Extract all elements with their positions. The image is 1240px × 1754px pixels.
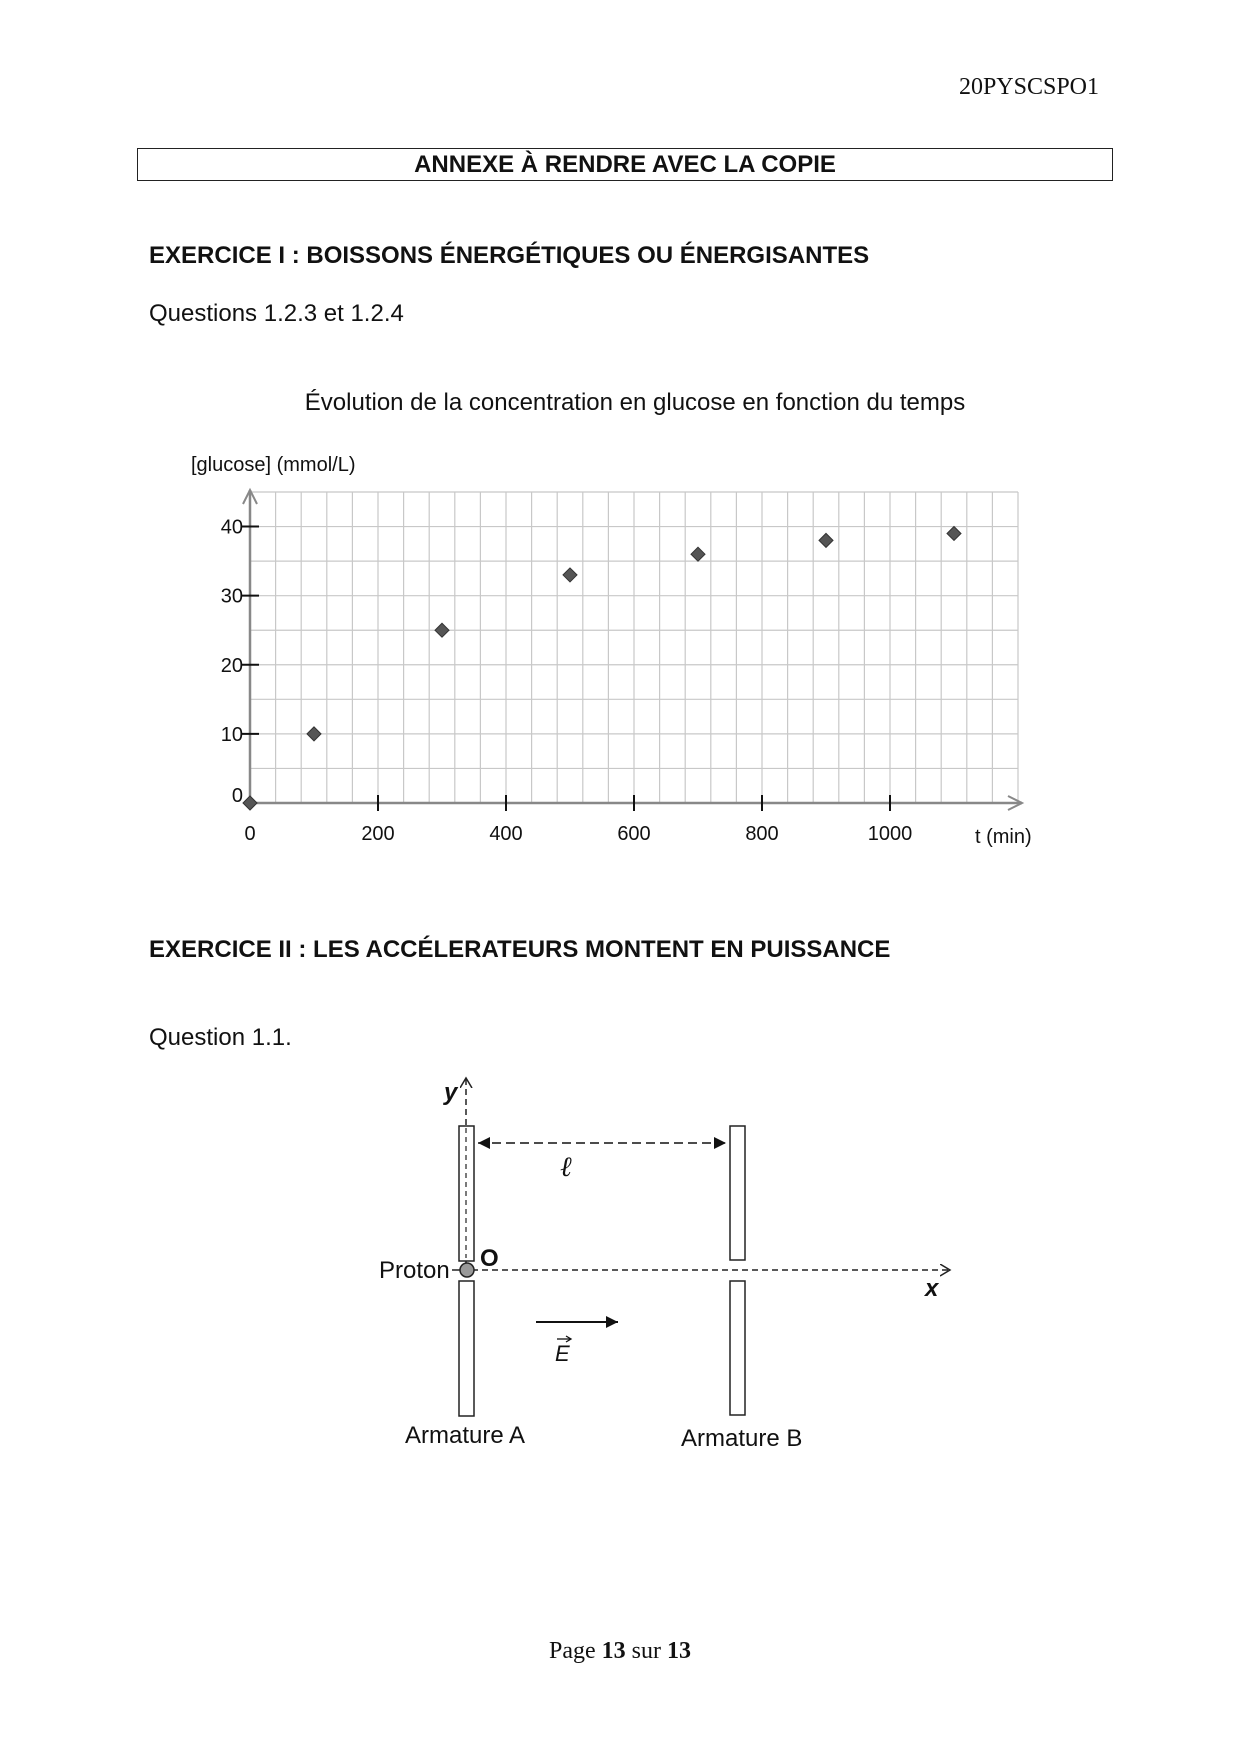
annexe-title-box: ANNEXE À RENDRE AVEC LA COPIE <box>137 148 1113 181</box>
footer-total: 13 <box>667 1638 691 1664</box>
distance-label: ℓ <box>560 1150 572 1183</box>
footer-page: 13 <box>601 1638 626 1664</box>
data-point <box>307 727 321 741</box>
armature-b-label: Armature B <box>681 1425 803 1452</box>
chart-title: Évolution de la concentration en glucose en fonction du temps <box>304 389 966 416</box>
field-label: E <box>555 1341 570 1366</box>
page-footer <box>0 1638 1240 1665</box>
data-point <box>243 796 257 810</box>
exercise1-title: EXERCICE I : BOISSONS ÉNERGÉTIQUES OU ÉNERGISANTES <box>149 242 870 269</box>
exercise2-question: Question 1.1. <box>149 1024 292 1051</box>
y-axis-label: y <box>444 1079 458 1106</box>
chart-ticks <box>221 517 913 845</box>
x-axis-label: x <box>925 1275 939 1302</box>
y-tick-label: 0 <box>231 785 243 807</box>
proton-dot <box>460 1263 474 1277</box>
y-tick-label: 10 <box>220 723 243 746</box>
proton-label: Proton <box>379 1257 450 1284</box>
origin-label: O <box>480 1245 499 1272</box>
chart-axes <box>243 490 1022 810</box>
armature-b-bottom-plate <box>730 1281 745 1415</box>
x-tick-label: 0 <box>244 823 256 845</box>
x-tick-label: 600 <box>617 823 651 845</box>
armature-b-top-plate <box>730 1126 745 1260</box>
document-reference: 20PYSCSPO1 <box>958 74 1099 100</box>
armature-a-bottom-plate <box>459 1281 474 1416</box>
x-tick-label: 200 <box>361 823 395 845</box>
y-tick-label: 30 <box>220 585 243 608</box>
field-vector-tip <box>566 1336 571 1342</box>
data-point <box>819 533 833 547</box>
exercise2-title: EXERCICE II : LES ACCÉLERATEURS MONTENT EN PUISSANCE <box>149 936 891 963</box>
data-point <box>435 623 449 637</box>
chart-points <box>243 526 961 810</box>
footer-middle: sur <box>631 1638 661 1664</box>
data-point <box>691 547 705 561</box>
data-point <box>563 568 577 582</box>
chart-xlabel: t (min) <box>975 826 1032 848</box>
chart-ylabel: [glucose] (mmol/L) <box>191 454 356 476</box>
y-tick-label: 20 <box>220 654 243 677</box>
armature-a-label: Armature A <box>405 1422 526 1449</box>
chart-grid <box>250 492 1018 803</box>
x-tick-label: 1000 <box>867 823 913 845</box>
y-tick-label: 40 <box>220 516 243 539</box>
data-point <box>947 526 961 540</box>
armature-a-top-plate <box>459 1126 474 1261</box>
x-tick-label: 400 <box>489 823 523 845</box>
footer-prefix: Page <box>549 1638 596 1664</box>
x-tick-label: 800 <box>745 823 779 845</box>
exercise1-questions: Questions 1.2.3 et 1.2.4 <box>149 300 404 327</box>
